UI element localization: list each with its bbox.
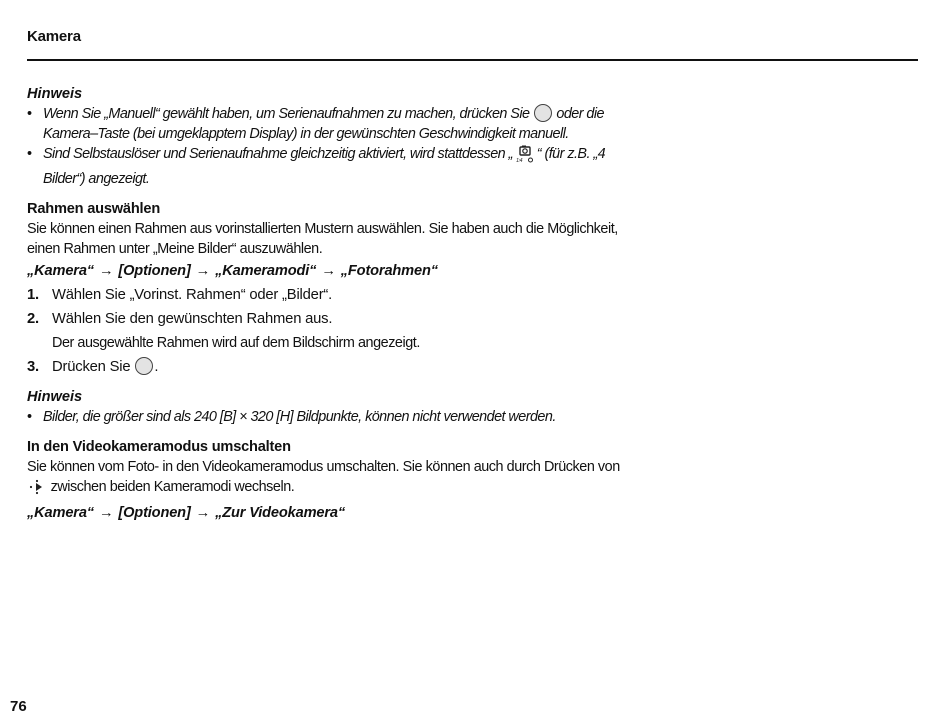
path-segment: „Zur Videokamera“: [215, 505, 346, 521]
path-segment: [Optionen]: [118, 263, 191, 279]
dpad-right-key-icon: [29, 479, 45, 501]
section-heading-video: In den Videokameramodus umschalten: [27, 439, 291, 455]
self-timer-burst-icon: [515, 145, 535, 169]
video-intro: [27, 457, 627, 501]
note-bullet-text: Wenn Sie „Manuell“ gewählt haben, um Serienaufnahmen zu machen, drücken Sie: [43, 106, 530, 122]
step-item: [27, 309, 627, 329]
round-center-key-icon: [135, 357, 153, 375]
note-bullet: [27, 144, 627, 189]
path-segment: „Kameramodi“: [215, 263, 317, 279]
note-bullet-text-continued: oder die Kamera–Taste (bei umgeklapptem Display) in der gewünschten Geschwindigkeit manuell.: [43, 106, 604, 142]
bullet-dot: •: [27, 409, 33, 425]
bullet-dot: •: [27, 146, 33, 162]
step-number: 3.: [27, 359, 39, 375]
section-heading-frames: Rahmen auswählen: [27, 201, 161, 217]
note-heading: Hinweis: [27, 389, 83, 405]
bullet-dot: •: [27, 106, 33, 122]
path-arrow: →: [321, 263, 336, 279]
frames-intro: Sie können einen Rahmen aus vorinstallierten Mustern auswählen. Sie haben auch die Möglichkeit, einen Rahmen unter „Meine Bilder“ auszuwählen.: [27, 221, 618, 257]
step-number: 1.: [27, 287, 39, 303]
menu-path-video: [27, 503, 627, 523]
note-bullet-text: Bilder, die größer sind als 240 [B] × 320 [H] Bildpunkte, können nicht verwendet werden.: [43, 409, 556, 425]
path-segment: „Kamera“: [27, 263, 94, 279]
step-item: [27, 285, 627, 305]
step-description: Der ausgewählte Rahmen wird auf dem Bildschirm angezeigt.: [52, 335, 420, 351]
note-bullet: [27, 104, 627, 144]
page-number: 76: [10, 698, 27, 715]
step-text: Drücken Sie: [52, 359, 131, 375]
round-center-key-icon: [534, 104, 552, 122]
video-intro-text-continued: zwischen beiden Kameramodi wechseln.: [50, 479, 295, 495]
note-bullet: [27, 407, 627, 427]
step-number: 2.: [27, 311, 39, 327]
path-arrow: →: [98, 505, 114, 521]
menu-path-frames: [27, 261, 627, 281]
path-arrow: →: [98, 263, 114, 279]
note-heading: Hinweis: [27, 86, 83, 102]
note-bullet-text-continued: “ (für z.B. „4 Bilder“) angezeigt.: [43, 146, 606, 187]
step-text-end: .: [154, 359, 159, 375]
path-segment: „Kamera“: [27, 505, 94, 521]
svg-text:1:4: 1:4: [515, 158, 522, 163]
video-intro-text: Sie können vom Foto- in den Videokameramodus umschalten. Sie können auch durch Drücken von: [27, 459, 620, 475]
step-item: [27, 357, 627, 377]
page-content: [27, 84, 627, 523]
note-bullet-text: Sind Selbstauslöser und Serienaufnahme gleichzeitig aktiviert, wird stattdessen „: [43, 146, 513, 162]
header-divider: [27, 59, 918, 61]
path-segment: „Fotorahmen“: [340, 263, 438, 279]
step-text: Wählen Sie „Vorinst. Rahmen“ oder „Bilder“.: [52, 287, 333, 303]
path-segment: [Optionen]: [118, 505, 191, 521]
path-arrow: →: [195, 505, 211, 521]
step-text: Wählen Sie den gewünschten Rahmen aus.: [52, 311, 333, 327]
path-arrow: →: [195, 263, 211, 279]
page-header-title: Kamera: [27, 28, 81, 45]
